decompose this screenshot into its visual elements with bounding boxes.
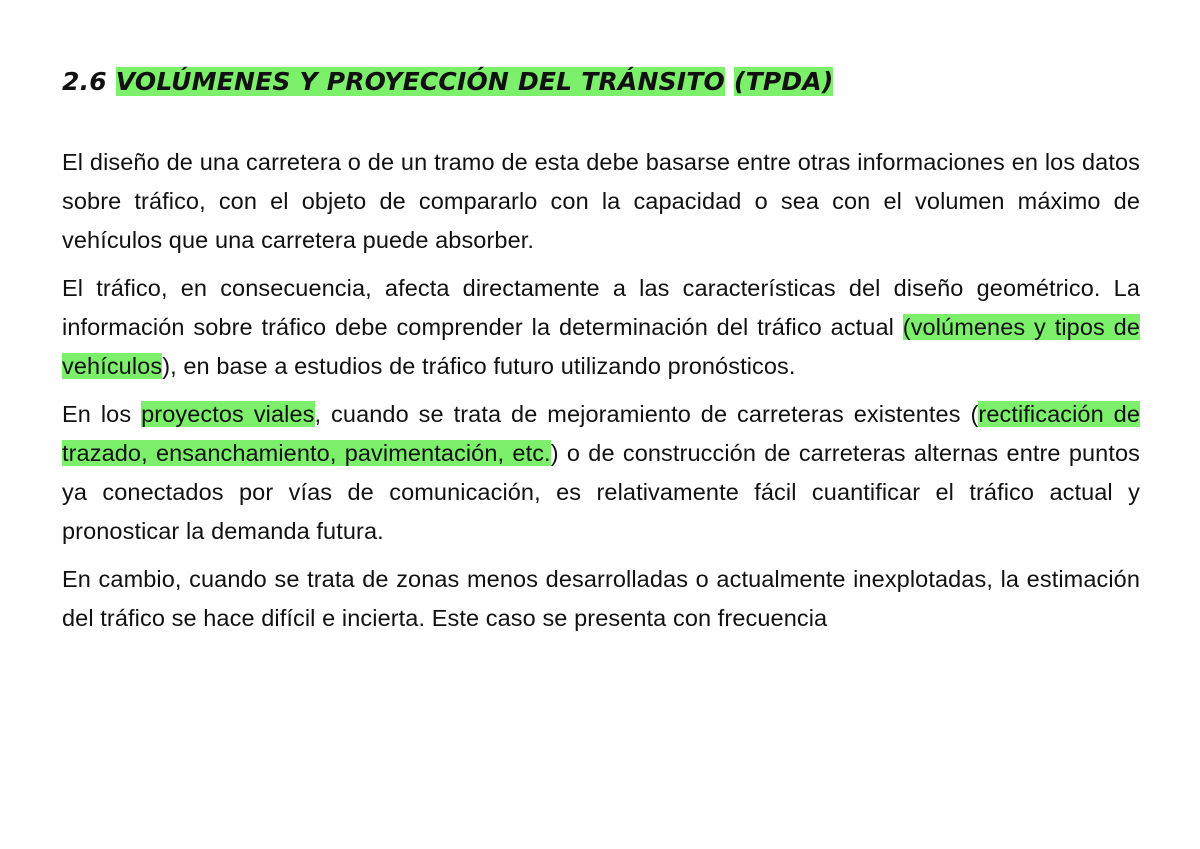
section-title: VOLÚMENES Y PROYECCIÓN DEL TRÁNSITO <box>115 67 726 96</box>
paragraph-3-highlight-1: proyectos viales <box>141 401 315 427</box>
paragraph-2 <box>62 269 1140 386</box>
section-heading <box>62 62 1140 102</box>
paragraph-3-after: ) o de construcción de carreteras alternas entre puntos ya conectados por vías de comunicación, es relativamente fácil cuantificar el tráfico actual y pronosticar la demanda futura. <box>62 440 1140 544</box>
paragraph-3-highlight-2: rectificación de trazado, ensanchamiento, pavimentación, etc. <box>62 401 1141 466</box>
paragraph-3-middle: , cuando se trata de mejoramiento de carreteras existentes ( <box>314 401 979 427</box>
document-page <box>62 62 1140 647</box>
section-acronym: TPDA <box>745 67 822 96</box>
paragraph-2-highlight: (volúmenes y tipos de vehículos <box>62 314 1140 379</box>
paragraph-1: El diseño de una carretera o de un tramo de esta debe basarse entre otras informaciones en los datos sobre tráfico, con el objeto de compararlo con la capacidad o sea con el volumen máximo de vehículos que una carretera puede absorber. <box>62 149 1140 253</box>
paragraph-2-before: El tráfico, en consecuencia, afecta directamente a las características del diseño geométrico. La información sobre tráfico debe comprender la determinación del tráfico actual <box>62 275 1140 340</box>
paragraph-4: En cambio, cuando se trata de zonas menos desarrolladas o actualmente inexplotadas, la estimación del tráfico se hace difícil e incierta. Este caso se presenta con frecuencia <box>62 566 1140 631</box>
paragraph-3 <box>62 395 1140 551</box>
paragraph-3-before: En los <box>62 401 142 427</box>
section-number: 2.6 <box>62 67 107 96</box>
section-acronym-open: ( <box>733 67 746 96</box>
paragraph-2-after: ), en base a estudios de tráfico futuro utilizando pronósticos. <box>162 353 796 379</box>
section-acronym-close: ) <box>821 67 834 96</box>
